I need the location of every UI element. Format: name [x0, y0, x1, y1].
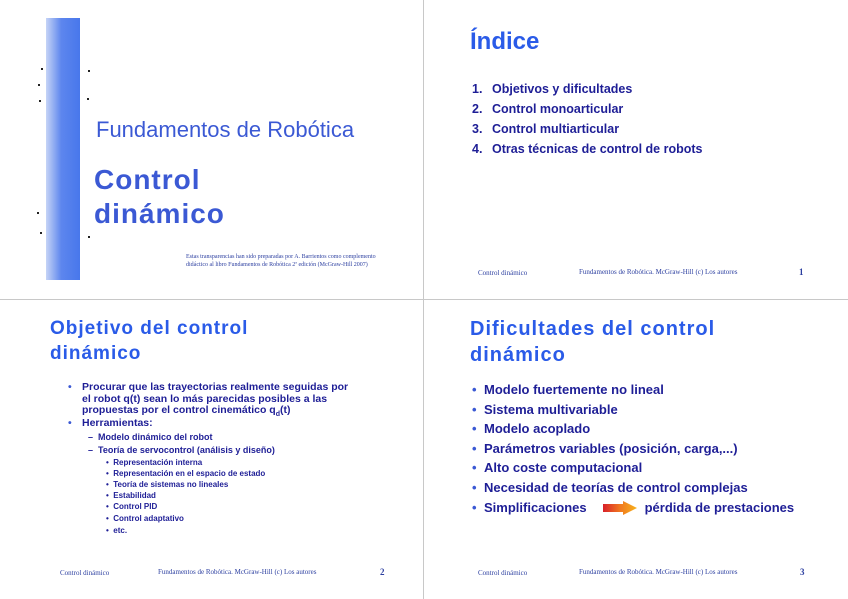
- subsub-item: • Teoría de sistemas no lineales: [106, 480, 229, 489]
- subsub-item: • Control adaptativo: [106, 514, 184, 523]
- arrow-right-icon: [603, 501, 637, 515]
- tick-mark: [40, 232, 42, 234]
- tick-mark: [88, 236, 90, 238]
- list-item: • Parámetros variables (posición, carga,...): [472, 440, 738, 456]
- list-item: 3. Control multiarticular: [472, 122, 620, 136]
- bullet-dot: •: [68, 381, 72, 393]
- subsub-item: • etc.: [106, 526, 128, 535]
- decorative-bar: [46, 18, 80, 280]
- list-item: • Alto coste computacional: [472, 460, 643, 476]
- tick-mark: [39, 100, 41, 102]
- slide-difficulties: [424, 300, 847, 599]
- bullet-goal: • Procurar que las trayectorias realmente seguidas por el robot q(t) sean lo más parecidas posibles a las propuestas por el control cinemático $q_d(t)$: [68, 381, 349, 419]
- tick-mark: [88, 70, 90, 72]
- page-number: 3: [800, 567, 805, 577]
- title-line-1: Control: [94, 164, 201, 195]
- slide-objective: [0, 300, 423, 599]
- subsub-item: • Estabilidad: [106, 491, 156, 500]
- list-item: • Modelo acoplado: [472, 421, 591, 437]
- tick-mark: [41, 68, 43, 70]
- author-note: Estas transparencias han sido preparadas por A. Barrientos como complemento didáctico al libro Fundamentos de Robótica 2ª edición (McGraw-Hill 2007): [186, 254, 376, 268]
- course-title: Fundamentos de Robótica: [96, 117, 355, 142]
- slide-title-line-1: Objetivo del control: [50, 318, 249, 339]
- footer-center: Fundamentos de Robótica. McGraw-Hill (c) Los autores: [579, 268, 738, 276]
- slide-title: [0, 0, 423, 299]
- slide-title: Índice: [470, 28, 540, 55]
- page-number: 1: [799, 267, 804, 277]
- slide-index: [424, 0, 847, 299]
- bullet-tools: • Herramientas:: [68, 417, 153, 429]
- bullet-dot: •: [68, 417, 72, 429]
- index-list: [472, 82, 702, 162]
- list-item: • Sistema multivariable: [472, 401, 618, 417]
- sub-item: – Teoría de servocontrol (análisis y diseño): [88, 445, 275, 455]
- tick-mark: [37, 212, 39, 214]
- list-item: 2. Control monoarticular: [472, 102, 624, 116]
- list-item: 1. Objetivos y dificultades: [472, 82, 633, 96]
- tick-mark: [87, 98, 89, 100]
- page-number: 2: [380, 567, 385, 577]
- sub-item: – Modelo dinámico del robot: [88, 432, 213, 442]
- list-item: 4. Otras técnicas de control de robots: [472, 142, 703, 156]
- subsub-item: • Control PID: [106, 502, 158, 511]
- tick-mark: [38, 84, 40, 86]
- title-line-2: dinámico: [94, 198, 225, 229]
- list-item: • Necesidad de teorías de control complejas: [472, 479, 748, 495]
- subsub-item: • Representación interna: [106, 458, 203, 467]
- slide-title-line-1: Dificultades del control: [470, 318, 716, 340]
- subsub-item: • Representación en el espacio de estado: [106, 469, 266, 478]
- slide-title-line-2: dinámico: [470, 344, 566, 366]
- list-item: • Modelo fuertemente no lineal: [472, 382, 664, 397]
- footer-left: Control dinámico: [478, 269, 528, 277]
- list-item: • Simplificaciones pérdida de prestaciones: [472, 499, 795, 515]
- difficulties-list: [472, 382, 794, 519]
- footer-center: Fundamentos de Robótica. McGraw-Hill (c) Los autores: [158, 568, 317, 576]
- footer-center: Fundamentos de Robótica. McGraw-Hill (c) Los autores: [579, 568, 738, 576]
- footer-left: Control dinámico: [60, 569, 110, 577]
- footer-left: Control dinámico: [478, 569, 528, 577]
- slide-title-line-2: dinámico: [50, 343, 142, 364]
